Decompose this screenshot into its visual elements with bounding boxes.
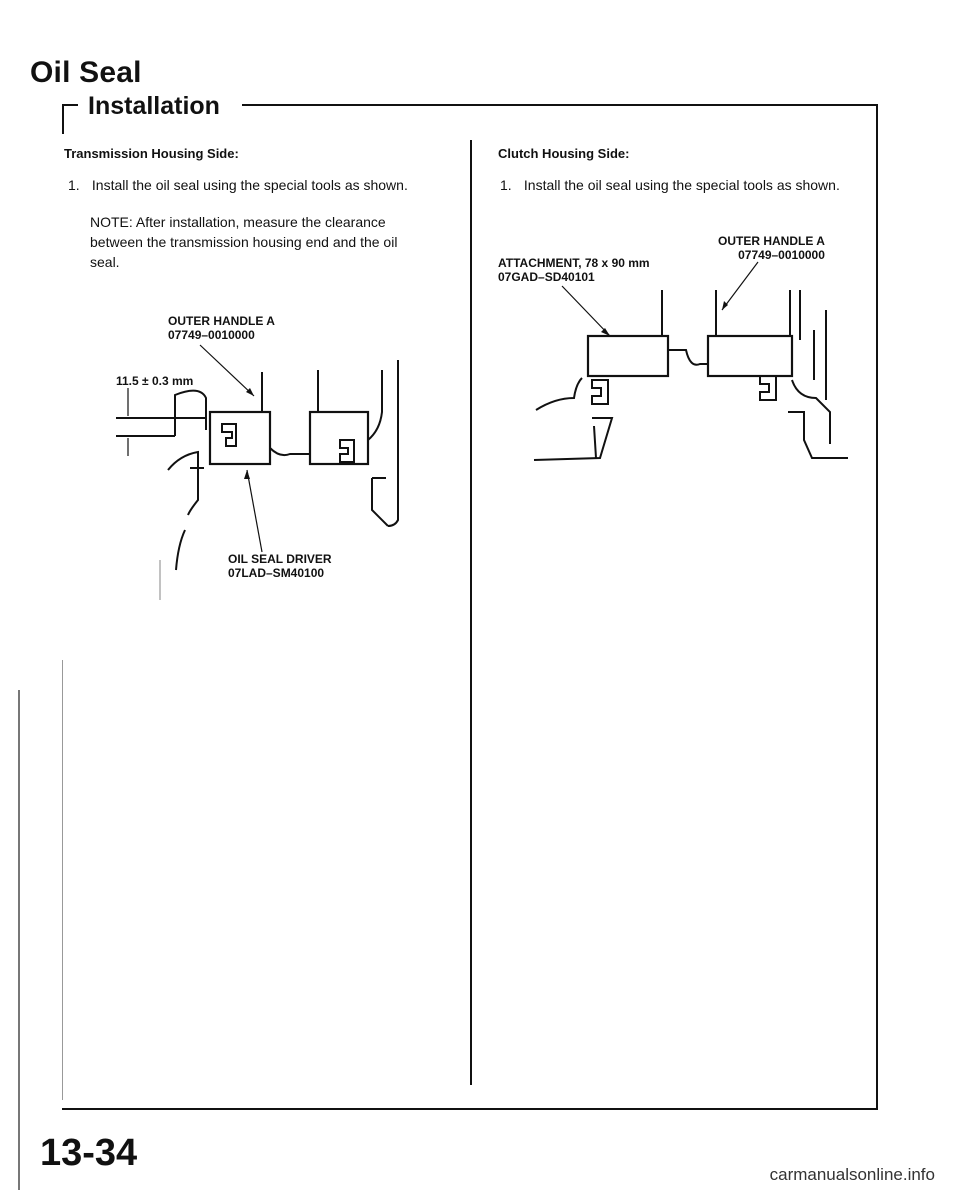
frame-right-rule <box>876 104 878 1110</box>
left-callout-outer-handle <box>168 314 275 342</box>
frame-bottom-rule <box>62 1108 878 1110</box>
left-note <box>90 212 460 272</box>
left-step <box>68 175 458 195</box>
watermark-text: carmanualsonline.info <box>769 1165 935 1184</box>
page-left-edge <box>18 690 20 1190</box>
left-driver-part: 07LAD–SM40100 <box>228 566 325 580</box>
right-step-text: Install the oil seal using the special tools as shown. <box>523 177 840 193</box>
left-step-text: Install the oil seal using the special tools as shown. <box>91 177 408 193</box>
left-callout-driver <box>228 552 332 580</box>
left-note-line2: between the transmission housing end and the oil <box>90 234 398 250</box>
right-step-number: 1. <box>500 177 512 193</box>
right-attachment-part: 07GAD–SD40101 <box>498 270 595 284</box>
right-attachment-name: ATTACHMENT, 78 x 90 mm <box>498 256 650 270</box>
column-divider <box>470 140 472 1085</box>
left-driver-name: OIL SEAL DRIVER <box>228 552 332 566</box>
section-heading: Installation <box>88 92 220 120</box>
page-left-edge-inner <box>62 660 63 1100</box>
right-callout-outer-handle <box>718 234 825 262</box>
left-note-line3: seal. <box>90 254 120 270</box>
frame-top-rule <box>242 104 878 106</box>
frame-left-upper-rule <box>62 104 64 134</box>
left-handle-name: OUTER HANDLE A <box>168 314 275 328</box>
left-callout-clearance: 11.5 ± 0.3 mm <box>116 374 194 388</box>
right-step <box>500 175 870 195</box>
left-note-line1: NOTE: After installation, measure the clearance <box>90 214 386 230</box>
right-subhead: Clutch Housing Side: <box>498 146 630 161</box>
page-title: Oil Seal <box>30 56 142 89</box>
left-step-number: 1. <box>68 177 80 193</box>
left-handle-part: 07749–0010000 <box>168 328 255 342</box>
right-handle-name: OUTER HANDLE A <box>718 234 825 248</box>
right-handle-part: 07749–0010000 <box>738 248 825 262</box>
right-callout-attachment <box>498 256 650 284</box>
left-subhead: Transmission Housing Side: <box>64 146 239 161</box>
page-number: 13-34 <box>40 1132 138 1174</box>
frame-top-left-tick <box>62 104 78 106</box>
